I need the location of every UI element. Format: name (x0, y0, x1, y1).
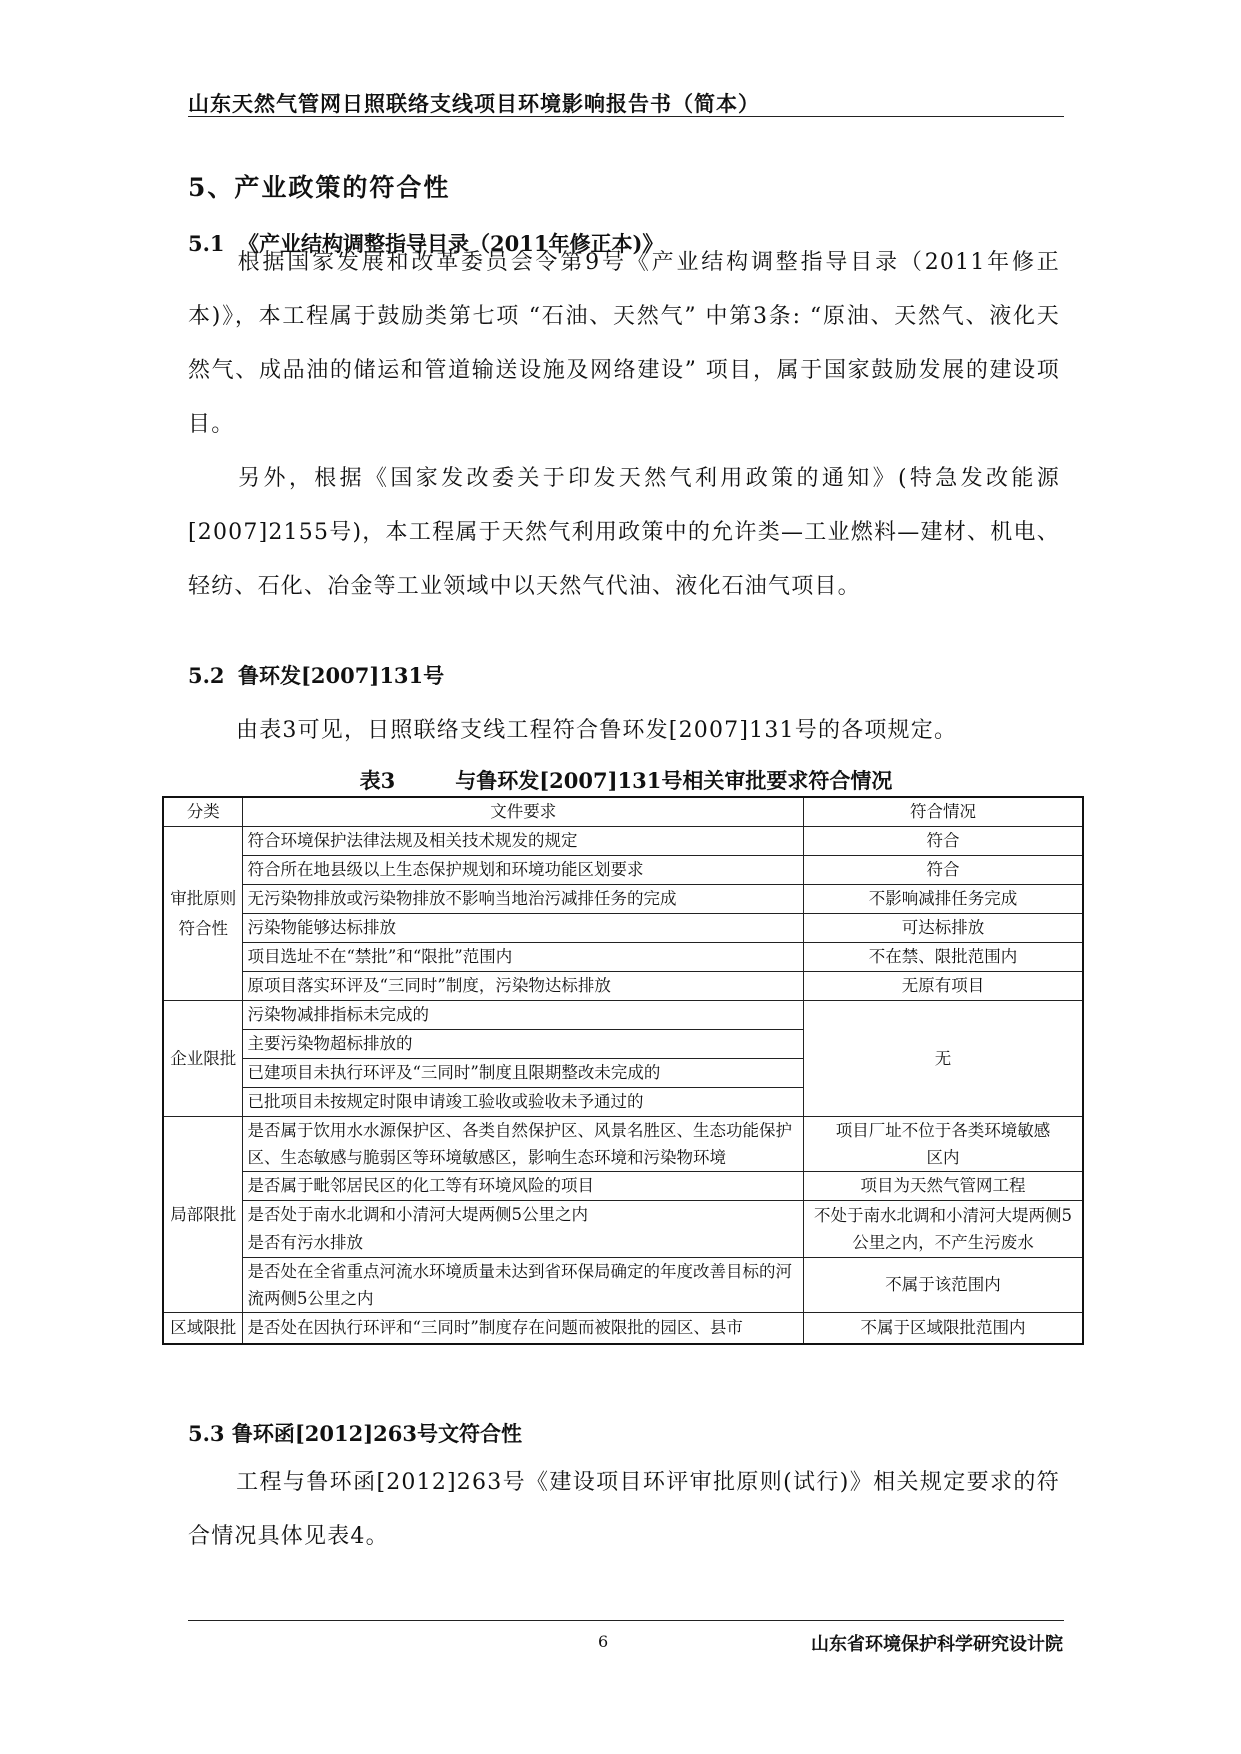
requirement-cell: 是否处在全省重点河流水环境质量未达到省环保局确定的年度改善目标的河流两侧5公里之内 (243, 1258, 804, 1313)
requirement-cell: 项目选址不在“禁批”和“限批”范围内 (243, 943, 804, 972)
header-cell: 符合情况 (804, 797, 1083, 827)
result-cell: 不处于南水北调和小清河大堤两侧5公里之内，不产生污废水 (804, 1201, 1083, 1258)
header-cell: 分类 (163, 797, 243, 827)
table-row (163, 972, 1083, 1001)
requirement-cell: 主要污染物超标排放的 (243, 1030, 804, 1059)
table-header-row (163, 797, 1083, 827)
section-5-1-number: 5.1 (188, 231, 225, 256)
result-cell: 不属于该范围内 (804, 1258, 1083, 1313)
table-row (163, 1172, 1083, 1201)
requirement-cell: 符合环境保护法律法规及相关技术规发的规定 (243, 827, 804, 856)
result-cell: 无 (804, 1001, 1083, 1117)
section-5-heading: 5、产业政策的符合性 (188, 173, 451, 202)
section-5-1-title: 《产业结构调整指导目录（2011年修正本)》 (238, 231, 664, 256)
section-5-2-number: 5.2 (188, 663, 225, 688)
paragraph-5-3-text: 工程与鲁环函[2012]263号《建设项目环评审批原则(试行)》相关规定要求的符合情况具体见表4。 (188, 1470, 1060, 1549)
table-3 (162, 796, 1084, 1345)
category-cell: 局部限批 (163, 1117, 243, 1313)
paragraph-5-3 (188, 1456, 1060, 1564)
result-cell: 可达标排放 (804, 914, 1083, 943)
table-row (163, 1117, 1083, 1172)
result-cell: 不属于区域限批范围内 (804, 1313, 1083, 1345)
result-cell: 无原有项目 (804, 972, 1083, 1001)
table-row (163, 885, 1083, 914)
requirement-cell: 是否属于毗邻居民区的化工等有环境风险的项目 (243, 1172, 804, 1201)
result-cell: 符合 (804, 856, 1083, 885)
requirement-cell: 污染物能够达标排放 (243, 914, 804, 943)
table-row (163, 1313, 1083, 1345)
table-row (163, 914, 1083, 943)
requirement-cell: 污染物减排指标未完成的 (243, 1001, 804, 1030)
paragraph-5-1-b-text: 另外，根据《国家发改委关于印发天然气利用政策的通知》(特急发改能源[2007]2155号)，本工程属于天然气利用政策中的允许类—工业燃料—建材、机电、轻纺、石化、冶金等工业领域中以天然气代油、液化石油气项目。 (188, 466, 1060, 599)
table-3-caption (188, 765, 1064, 795)
requirement-cell: 已建项目未执行环评及“三同时”制度且限期整改未完成的 (243, 1059, 804, 1088)
paragraph-5-1-b (188, 452, 1060, 614)
table-row (163, 827, 1083, 856)
section-5-2-title: 鲁环发[2007]131号 (238, 663, 445, 688)
category-cell: 企业限批 (163, 1001, 243, 1117)
requirement-cell: 无污染物排放或污染物排放不影响当地治污减排任务的完成 (243, 885, 804, 914)
paragraph-5-1-a-text: 根据国家发展和改革委员会令第9号《产业结构调整指导目录（2011年修正本)》，本工程属于鼓励类第七项 “石油、天然气” 中第3条: “原油、天然气、液化天然气、成品油的储运和管道输送设施及网络建设” 项目，属于国家鼓励发展的建设项目。 (188, 250, 1060, 437)
requirement-cell: 是否处于南水北调和小清河大堤两侧5公里之内 (243, 1201, 804, 1230)
requirement-cell: 已批项目未按规定时限申请竣工验收或验收未予通过的 (243, 1088, 804, 1117)
section-5-2-heading (188, 660, 444, 690)
footer-organization: 山东省环境保护科学研究设计院 (811, 1634, 1063, 1655)
result-cell: 项目厂址不位于各类环境敏感区内 (804, 1117, 1083, 1172)
requirement-cell: 是否处在因执行环评和“三同时”制度存在问题而被限批的园区、县市 (243, 1313, 804, 1345)
requirement-cell: 原项目落实环评及“三同时”制度，污染物达标排放 (243, 972, 804, 1001)
paragraph-5-1-a (188, 236, 1060, 452)
table-row (163, 1201, 1083, 1230)
header-cell: 文件要求 (243, 797, 804, 827)
result-cell: 项目为天然气管网工程 (804, 1172, 1083, 1201)
header-rule (188, 116, 1064, 117)
table-row (163, 1001, 1083, 1030)
requirement-cell: 是否有污水排放 (243, 1229, 804, 1258)
paragraph-5-2-text: 由表3可见，日照联络支线工程符合鲁环发[2007]131号的各项规定。 (236, 718, 958, 743)
requirement-cell: 符合所在地县级以上生态保护规划和环境功能区划要求 (243, 856, 804, 885)
requirement-cell: 是否属于饮用水水源保护区、各类自然保护区、风景名胜区、生态功能保护区、生态敏感与脆弱区等环境敏感区，影响生态环境和污染物环境 (243, 1117, 804, 1172)
page-number: 6 (598, 1632, 609, 1651)
result-cell: 符合 (804, 827, 1083, 856)
running-header: 山东天然气管网日照联络支线项目环境影响报告书（简本） (188, 91, 760, 116)
result-cell: 不影响减排任务完成 (804, 885, 1083, 914)
table-row (163, 1258, 1083, 1313)
section-5-3-heading: 5.3 鲁环函[2012]263号文符合性 (188, 1421, 522, 1446)
table-3-caption-title: 与鲁环发[2007]131号相关审批要求符合情况 (455, 768, 893, 793)
table-row (163, 856, 1083, 885)
table-3-caption-number: 表3 (359, 768, 396, 793)
table-row (163, 943, 1083, 972)
result-cell: 不在禁、限批范围内 (804, 943, 1083, 972)
paragraph-5-2 (188, 704, 1060, 758)
category-cell: 审批原则符合性 (163, 827, 243, 1001)
footer-rule (188, 1620, 1064, 1621)
category-cell: 区域限批 (163, 1313, 243, 1345)
